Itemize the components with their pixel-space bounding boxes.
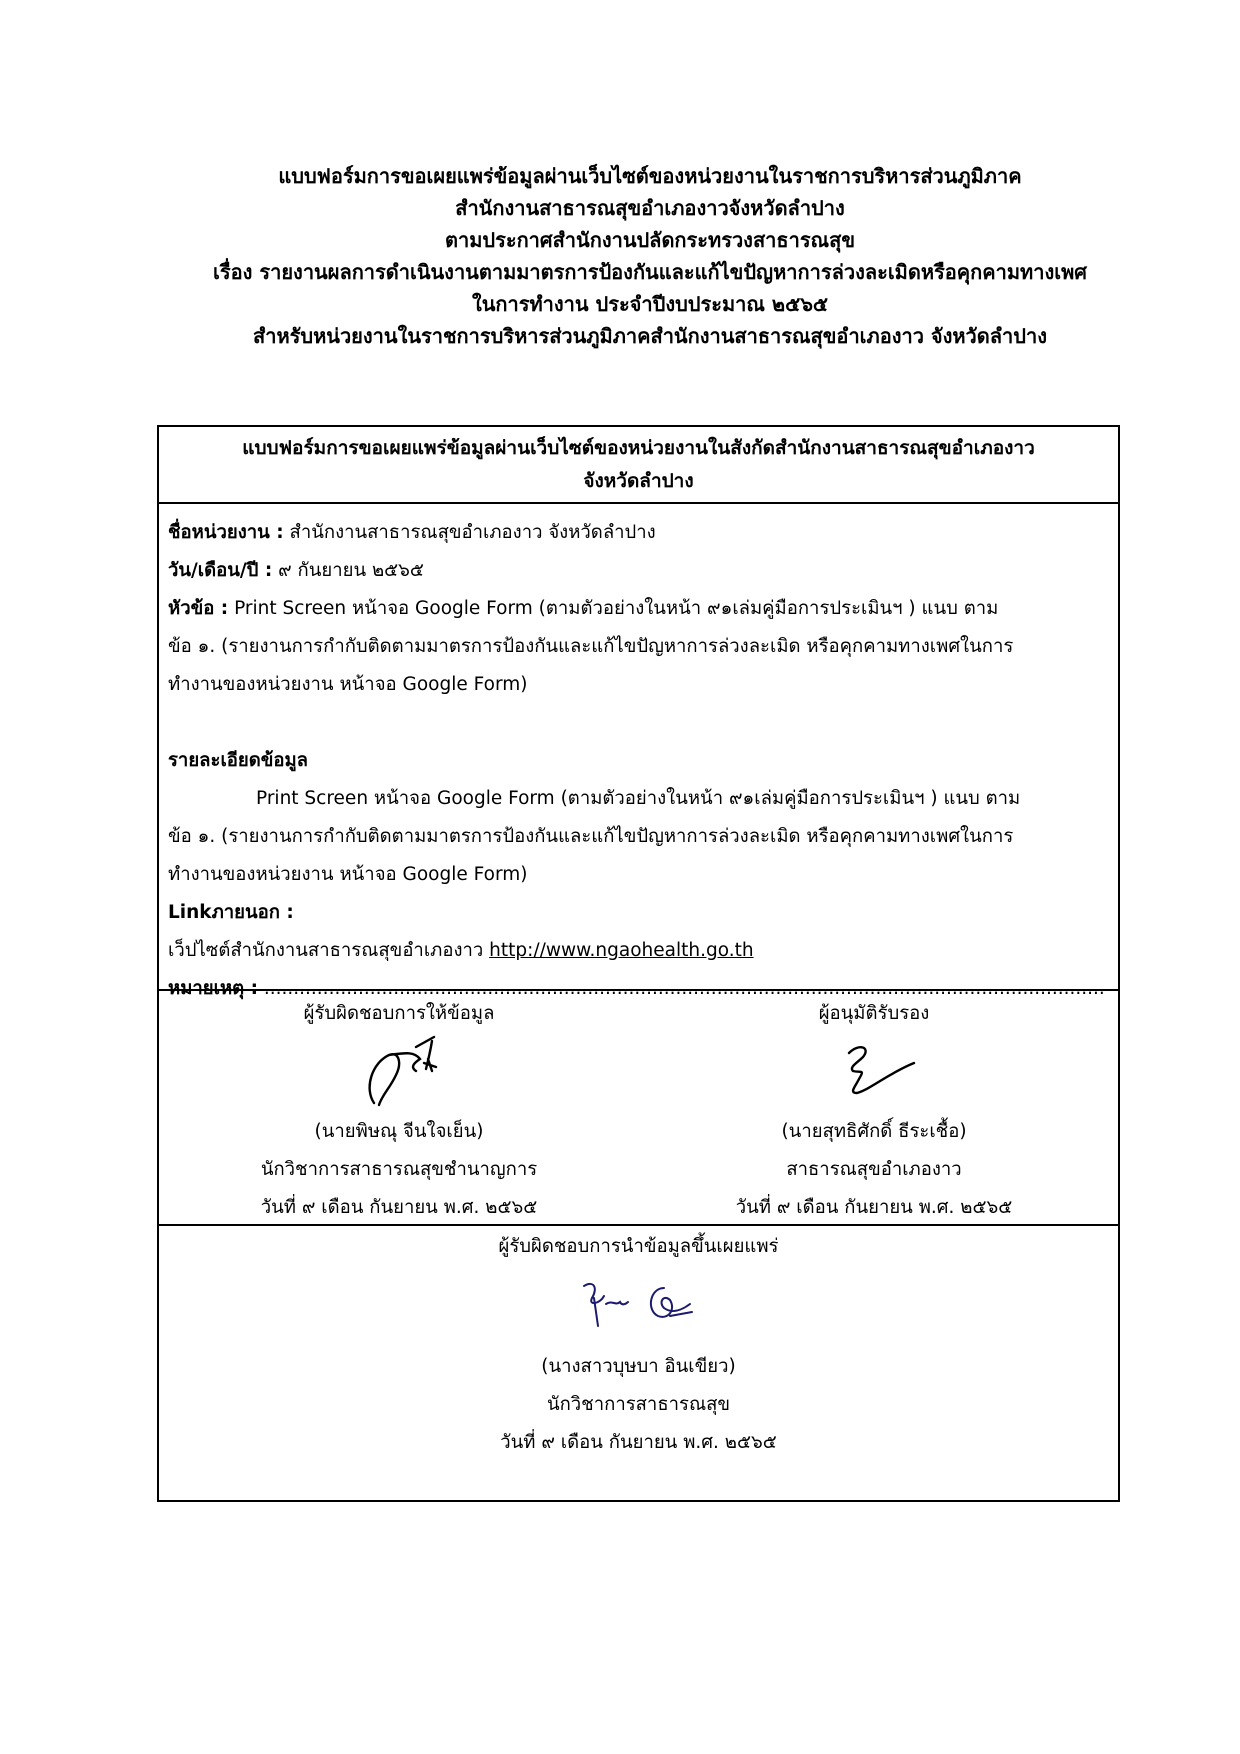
date-value: ๙ กันยายน ๒๕๖๕ (272, 560, 424, 581)
detail-text-1: Print Screen หน้าจอ Google Form (ตามตัวอย่างในหน้า ๙๑เล่มคู่มือการประเมินฯ ) แนบ ตาม (256, 788, 1021, 809)
spacer (168, 704, 1108, 742)
header-line-1: แบบฟอร์มการขอเผยแพร่ข้อมูลผ่านเว็บไซต์ของหน่วยงานในราชการบริหารส่วนภูมิภาค (278, 164, 1022, 188)
form-title-line-1: แบบฟอร์มการขอเผยแพร่ข้อมูลผ่านเว็บไซต์ของหน่วยงานในสังกัดสำนักงานสาธารณสุขอำเภองาว (242, 437, 1035, 459)
signer-right-position: สาธารณสุขอำเภองาว (786, 1159, 962, 1180)
agency-label: ชื่อหน่วยงาน : (168, 522, 284, 543)
topic-text-1: Print Screen หน้าจอ Google Form (ตามตัวอย่างในหน้า ๙๑เล่มคู่มือการประเมินฯ ) แนบ ตาม (228, 598, 999, 619)
agency-value: สำนักงานสาธารณสุขอำเภองาว จังหวัดลำปาง (283, 522, 656, 543)
signer-right-date: วันที่ ๙ เดือน กันยายน พ.ศ. ๒๕๖๕ (735, 1197, 1013, 1218)
date-row (168, 552, 1108, 590)
signer-right (659, 995, 1089, 1227)
signer-left-date: วันที่ ๙ เดือน กันยายน พ.ศ. ๒๕๖๕ (260, 1197, 538, 1218)
form-box (157, 425, 1120, 1502)
form-title-line-2: จังหวัดลำปาง (583, 470, 694, 492)
website-link[interactable]: http://www.ngaohealth.go.th (489, 940, 754, 961)
detail-text-2: ข้อ ๑. (รายงานการกำกับติดตามมาตรการป้องกันและแก้ไขปัญหาการล่วงละเมิด หรือคุกคามทางเพศในการ (168, 826, 1014, 847)
signer-bottom-date: วันที่ ๙ เดือน กันยายน พ.ศ. ๒๕๖๕ (500, 1432, 777, 1453)
header-subject: เรื่อง รายงานผลการดำเนินงานตามมาตรการป้องกันและแก้ไขปัญหาการล่วงละเมิดหรือคุกคามทางเพศ (213, 260, 1087, 284)
signature-row (159, 991, 1118, 1226)
signer-left-position: นักวิชาการสาธารณสุขชำนาญการ (260, 1159, 538, 1180)
remark-label: หมายเหตุ : (168, 978, 258, 999)
signer-bottom (159, 1226, 1118, 1462)
signer-left-name: (นายพิษณุ จีนใจเย็น) (314, 1121, 484, 1142)
signer-right-name: (นายสุทธิศักดิ์ ธีระเชื้อ) (781, 1121, 967, 1142)
signature-right (659, 1033, 1089, 1113)
header-line-6: สำหรับหน่วยงานในราชการบริหารส่วนภูมิภาคสำนักงานสาธารณสุขอำเภองาว จังหวัดลำปาง (253, 324, 1047, 348)
topic-text-3: ทำงานของหน่วยงาน หน้าจอ Google Form) (168, 674, 528, 695)
agency-row (168, 514, 1108, 552)
header-line-2: สำนักงานสาธารณสุขอำเภองาวจังหวัดลำปาง (455, 196, 845, 220)
signer-left-role: ผู้รับผิดชอบการให้ข้อมูล (303, 1003, 495, 1024)
detail-label-row (168, 742, 1108, 780)
link-label-row (168, 894, 1108, 932)
header-line-3: ตามประกาศสำนักงานปลัดกระทรวงสาธารณสุข (444, 228, 855, 252)
signer-bottom-position: นักวิชาการสาธารณสุข (546, 1394, 731, 1415)
signer-right-role: ผู้อนุมัติรับรอง (818, 1003, 930, 1024)
signer-bottom-name: (นางสาวบุษบา อินเขียว) (541, 1356, 736, 1377)
document-header (150, 160, 1150, 352)
topic-label: หัวข้อ : (168, 598, 229, 619)
detail-text-3: ทำงานของหน่วยงาน หน้าจอ Google Form) (168, 864, 528, 885)
header-line-5: ในการทำงาน ประจำปีงบประมาณ ๒๕๖๕ (471, 292, 829, 316)
topic-row (168, 590, 1108, 628)
signer-left (199, 995, 599, 1227)
date-label: วัน/เดือน/ปี : (168, 560, 273, 581)
link-label: Linkภายนอก : (168, 902, 294, 923)
signer-bottom-role: ผู้รับผิดชอบการนำข้อมูลขึ้นเผยแพร่ (498, 1236, 779, 1257)
website-text: เว็ปไซต์สำนักงานสาธารณสุขอำเภองาว (168, 940, 490, 961)
remark-value: ............................................................................................................................................... (258, 978, 1105, 999)
info-section (159, 504, 1118, 999)
form-title (159, 427, 1118, 504)
topic-text-2: ข้อ ๑. (รายงานการกำกับติดตามมาตรการป้องกันและแก้ไขปัญหาการล่วงละเมิด หรือคุกคามทางเพศในการ (168, 636, 1014, 657)
website-row (168, 932, 1108, 970)
detail-label: รายละเอียดข้อมูล (168, 750, 309, 771)
signature-bottom (159, 1266, 1118, 1348)
signature-left (199, 1033, 599, 1113)
